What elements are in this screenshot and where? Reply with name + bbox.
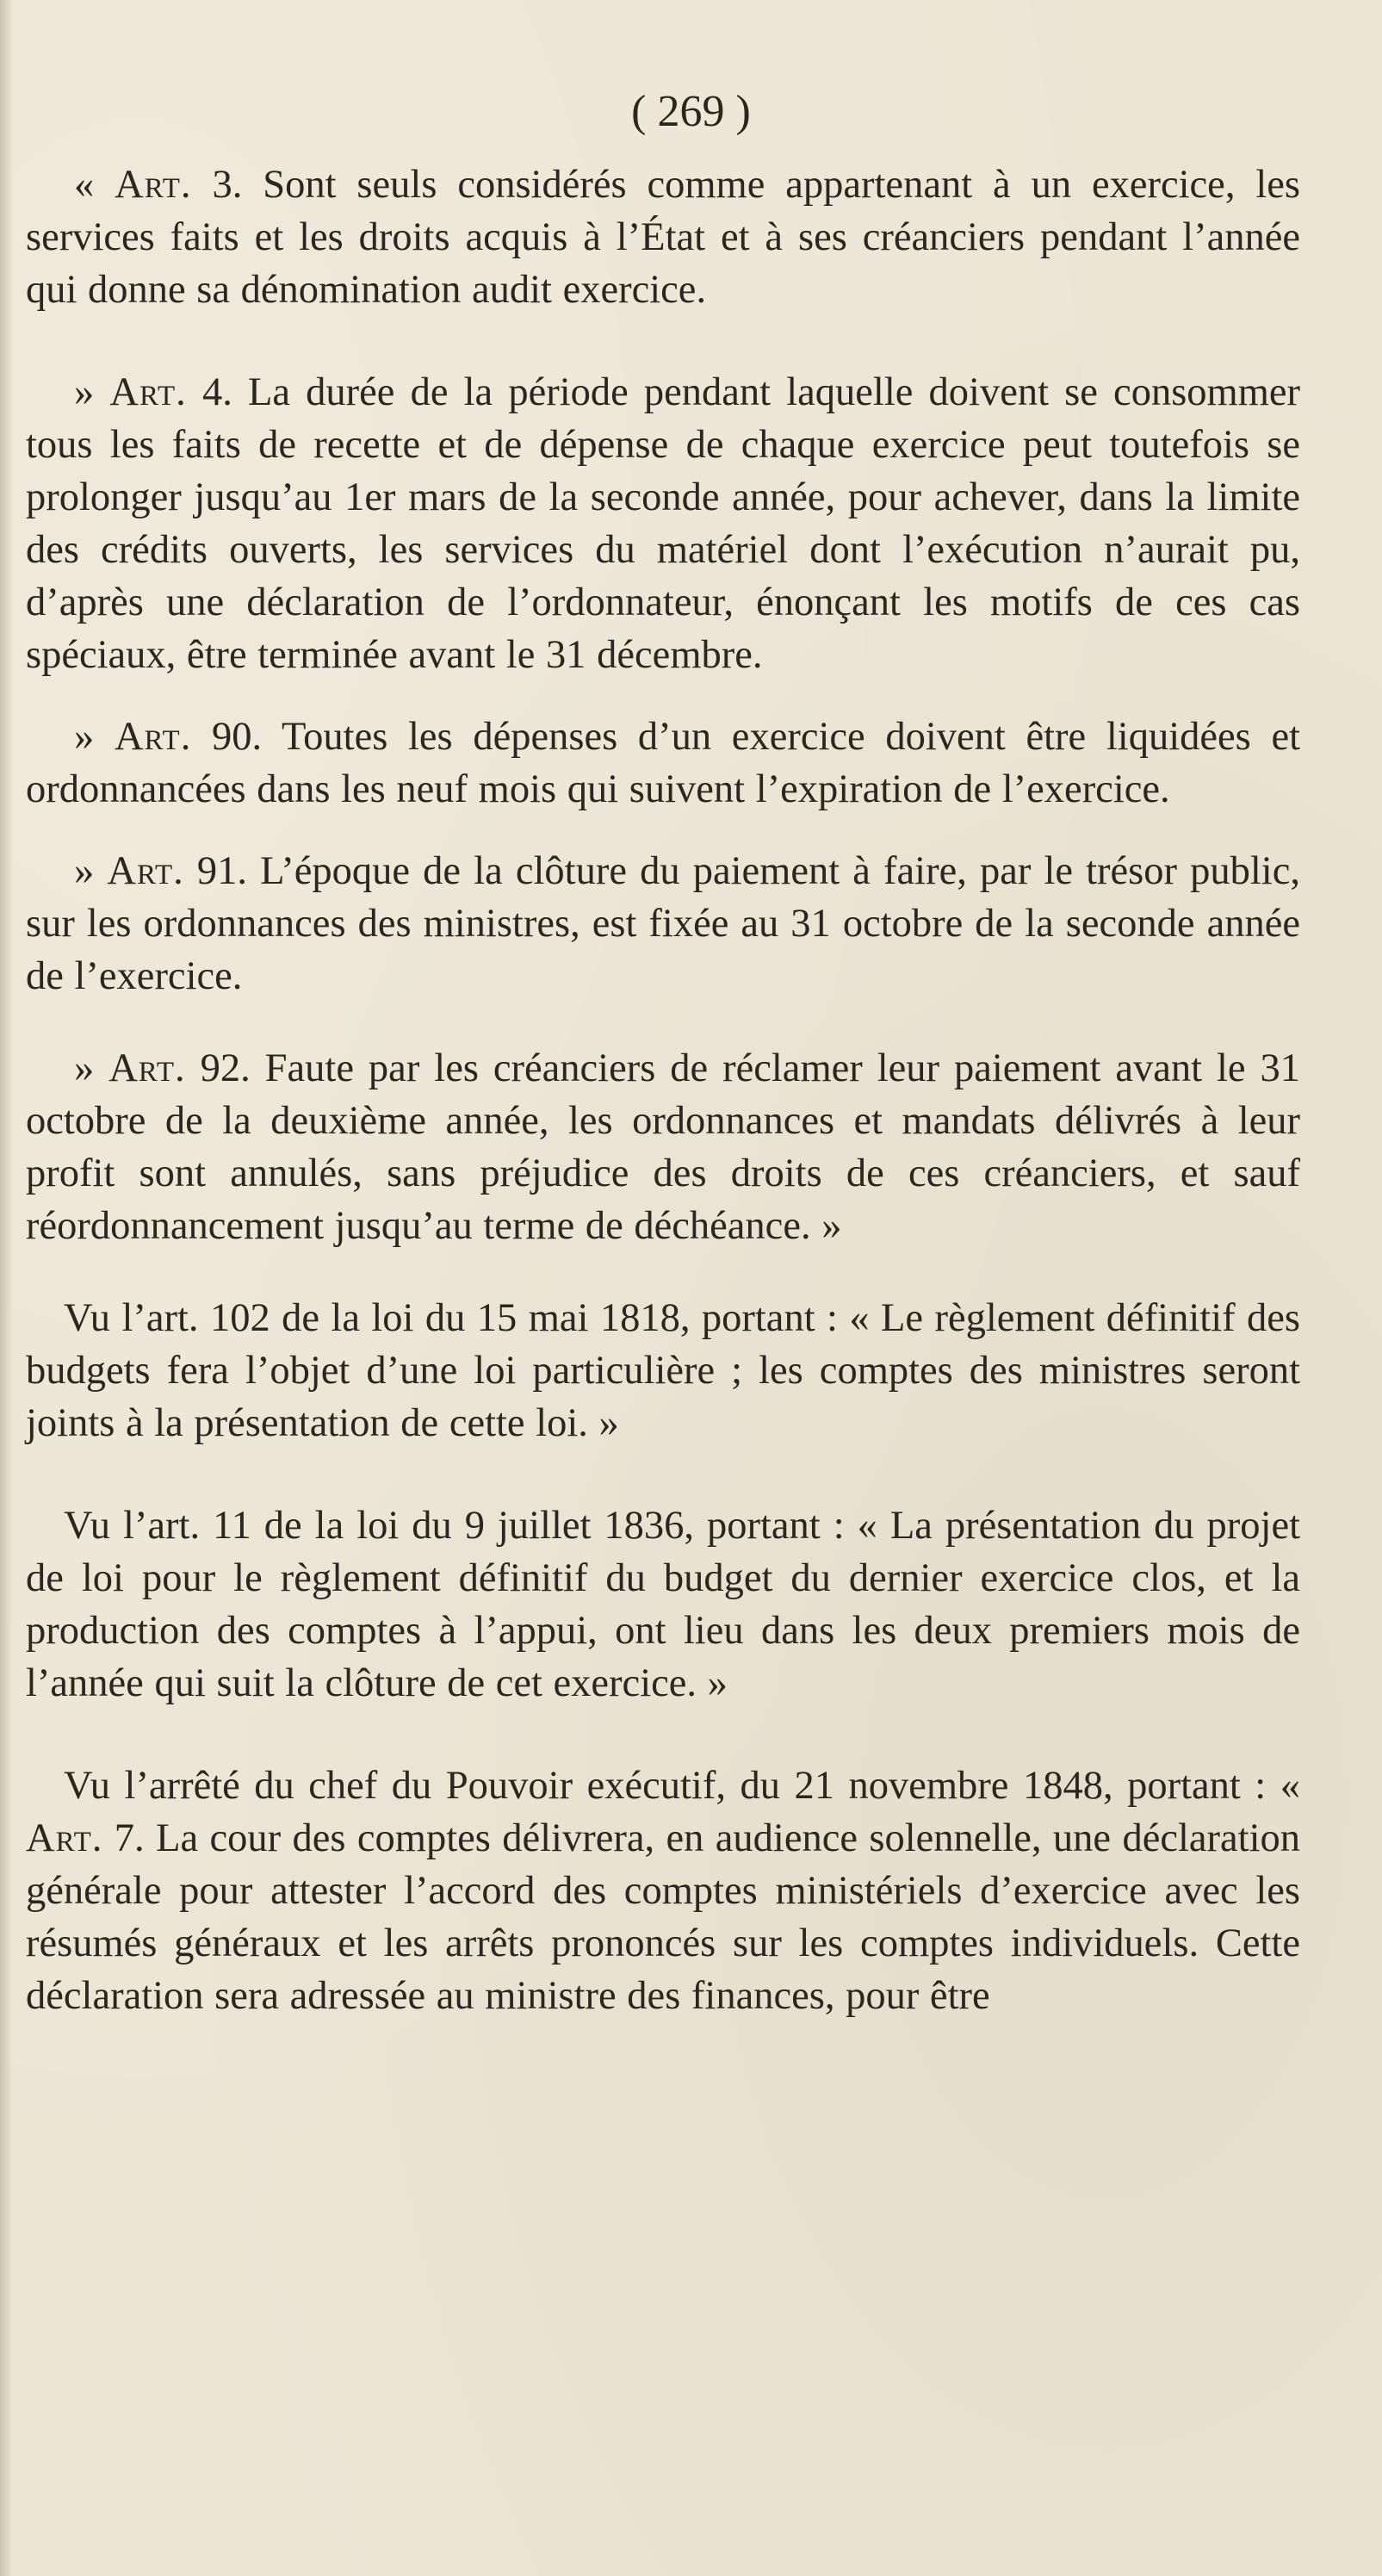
page-gutter-shadow: [0, 0, 12, 2576]
paragraph-art-91: [26, 845, 1300, 1002]
article-text: 92. Faute par les créanciers de réclamer leur paiement avant le 31 octobre de la deuxième année, les ordonnances et mandats délivrés à leur profit sont annulés, sans préjudice des droits de ces créanciers, et sauf réordonnancement jusqu’au terme de déchéance. »: [26, 1046, 1301, 1248]
continuation-quote: »: [74, 715, 115, 759]
continuation-quote: »: [74, 370, 110, 414]
paragraph-arrete-1848: [26, 1760, 1300, 2022]
continuation-quote: »: [74, 1046, 109, 1090]
article-text: 91. L’époque de la clôture du paiement à faire, par le trésor public, sur les ordonnances des ministres, est fixée au 31 octobre de la seconde année de l’exercice.: [26, 849, 1300, 998]
article-text: 3. Sont seuls considérés comme appartenant à un exercice, les services faits et les droits acquis à l’État et à ses créanciers pendant l’année qui donne sa dénomination audit exercice.: [26, 163, 1300, 312]
page-number: ( 269 ): [631, 87, 751, 136]
article-label: Art.: [114, 715, 192, 759]
article-text: 4. La durée de la période pendant laquelle doivent se consommer tous les faits de recette et de dépense de chaque exercice peut toutefois se prolonger jusqu’au 1er mars de la seconde année, pour achever, dans la limite des crédits ouverts, les services du matériel dont l’exécution n’aurait pu, d’après une déclaration de l’ordonnateur, énonçant les motifs de ces cas spéciaux, être terminée avant le 31 décembre.: [26, 370, 1301, 677]
paragraph-art-92: [26, 1042, 1300, 1252]
article-text: 90. Toutes les dépenses d’un exercice doivent être liquidées et ordonnancées dans les neuf mois qui suivent l’expiration de l’exercice.: [26, 715, 1300, 811]
article-label: Art.: [26, 1816, 103, 1860]
paragraph-art-4: [26, 366, 1300, 681]
continuation-quote: »: [74, 849, 108, 893]
opening-quote: «: [74, 163, 115, 207]
page-body: [26, 158, 1300, 2022]
article-label: Art.: [107, 849, 184, 893]
paragraph-text: Vu l’arrêté du chef du Pouvoir exécutif, du 21 novembre 1848, portant : «: [64, 1764, 1300, 1808]
article-text: 7. La cour des comptes délivrera, en audience solennelle, une déclaration générale pour attester l’accord des comptes ministériels d’exercice avec les résumés généraux et les arrêts prononcés sur les comptes individuels. Cette déclaration sera adressée au ministre des finances, pour être: [26, 1816, 1300, 2018]
article-label: Art.: [108, 1046, 186, 1090]
article-label: Art.: [109, 370, 187, 414]
paragraph-loi-1818: [26, 1292, 1300, 1449]
paragraph-art-3: [26, 158, 1300, 316]
paragraph-text: Vu l’art. 102 de la loi du 15 mai 1818, portant : « Le règlement définitif des budgets fera l’objet d’une loi particulière ; les comptes des ministres seront joints à la présentation de cette loi. »: [26, 1296, 1300, 1445]
article-label: Art.: [115, 163, 192, 207]
paragraph-art-90: [26, 711, 1300, 816]
paragraph-loi-1836: [26, 1499, 1300, 1710]
paragraph-text: Vu l’art. 11 de la loi du 9 juillet 1836, portant : « La présentation du projet de loi pour le règlement définitif du budget du dernier exercice clos, et la production des comptes à l’appui, ont lieu dans les deux premiers mois de l’année qui suit la clôture de cet exercice. »: [26, 1504, 1300, 1705]
